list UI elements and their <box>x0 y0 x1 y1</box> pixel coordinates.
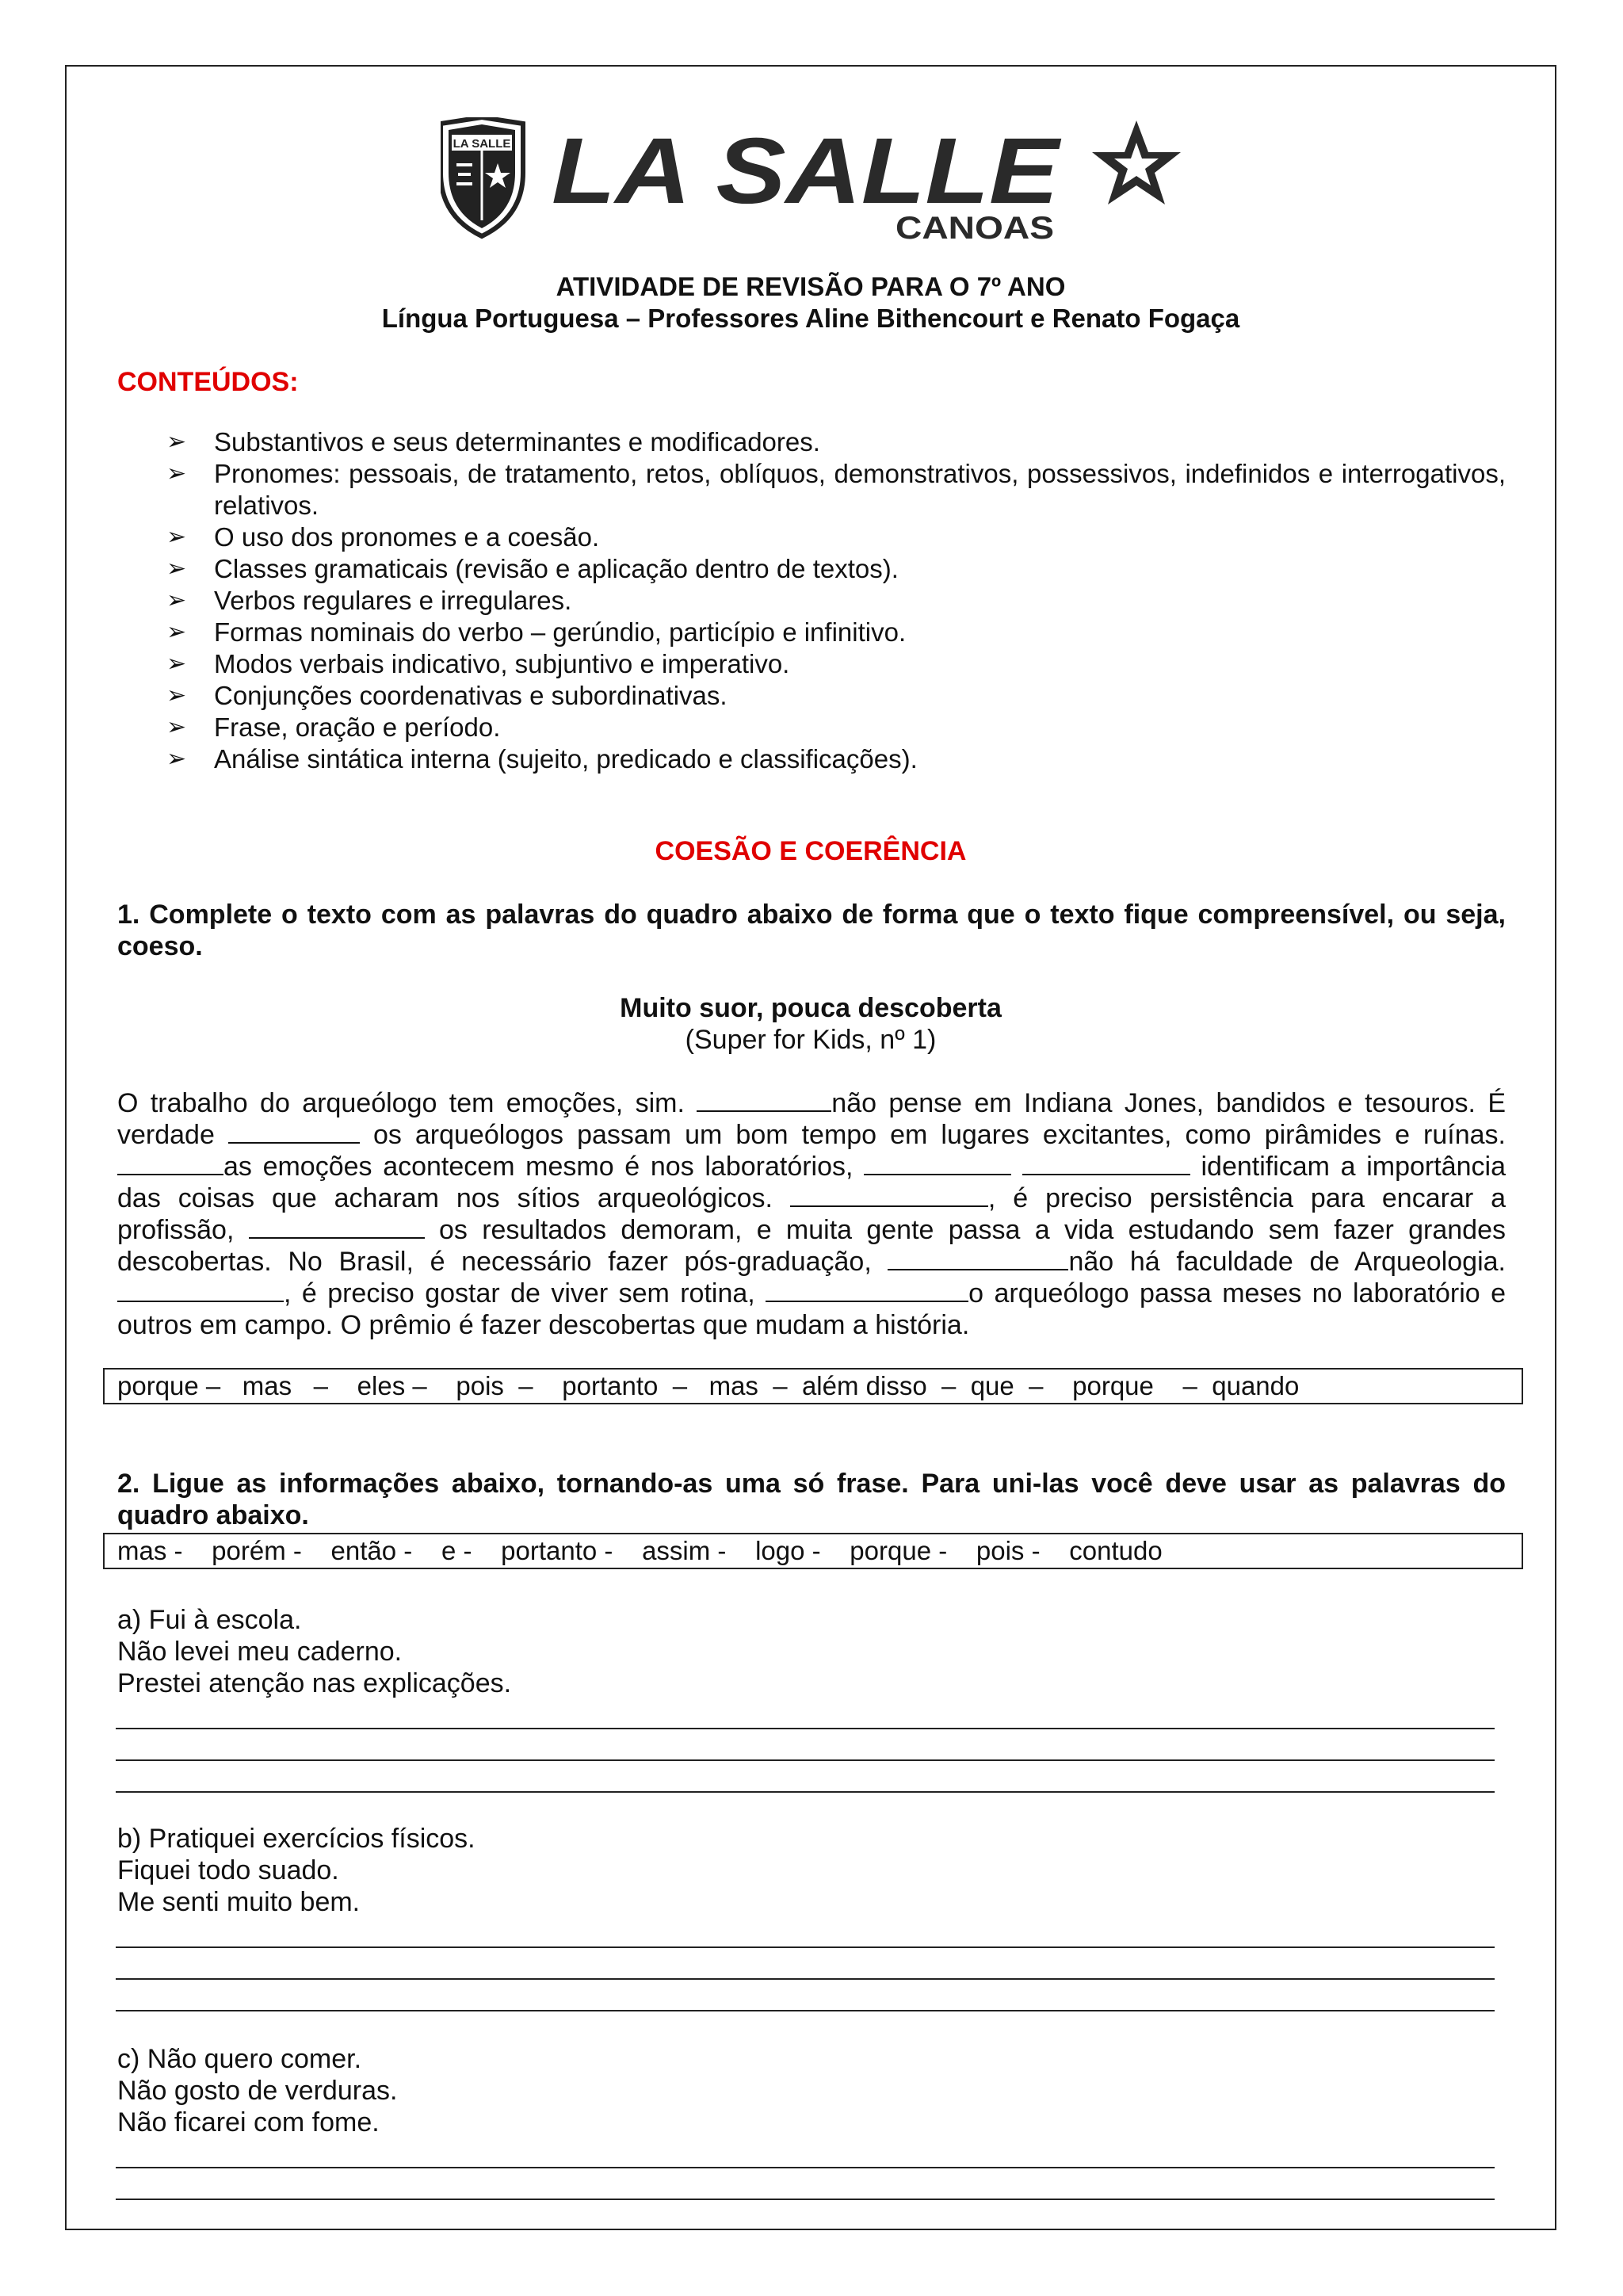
item-c: c) Não quero comer. Não gosto de verduras. Não ficarei com fome. <box>117 2044 398 2137</box>
contents-list <box>117 426 1506 775</box>
paragraph-line: das coisas que acharam nos sítios arqueológicos. , é preciso persistência para encarar a <box>117 1183 1506 1213</box>
question-2-prompt: 2. Ligue as informações abaixo, tornando-as uma só frase. Para uni-las você deve usar as palavras do quadro abaixo. <box>117 1469 1506 1530</box>
page-title: ATIVIDADE DE REVISÃO PARA O 7º ANO <box>556 272 1066 301</box>
arrow-bullet-icon: ➢ <box>166 746 187 772</box>
list-item: ➢ Verbos regulares e irregulares. <box>166 586 572 615</box>
paragraph-line: verdade os arqueólogos passam um bom tempo em lugares excitantes, como pirâmides e ruínas. <box>117 1120 1506 1150</box>
word-box: porque – mas – eles – pois – portanto – mas – além disso – que – porque – quando <box>103 1368 1523 1404</box>
blank-input[interactable] <box>864 1152 1011 1175</box>
text-title: Muito suor, pouca descoberta <box>620 993 1002 1023</box>
arrow-bullet-icon: ➢ <box>166 587 187 613</box>
answer-line[interactable] <box>116 1728 1495 1729</box>
star-icon <box>1092 120 1181 204</box>
blank-input[interactable] <box>697 1088 831 1112</box>
list-item: ➢ Conjunções coordenativas e subordinativas. <box>166 681 727 710</box>
list-item: ➢ O uso dos pronomes e a coesão. <box>166 522 600 552</box>
arrow-bullet-icon: ➢ <box>166 619 187 645</box>
answer-line[interactable] <box>116 1759 1495 1761</box>
list-item: ➢ Formas nominais do verbo – gerúndio, particípio e infinitivo. <box>166 617 907 647</box>
logo-wordmark: LA SALLE <box>552 119 1062 223</box>
contents-heading: CONTEÚDOS: <box>117 367 299 397</box>
section-title: COESÃO E COERÊNCIA <box>655 836 967 866</box>
arrow-bullet-icon: ➢ <box>166 429 187 455</box>
arrow-bullet-icon: ➢ <box>166 651 187 677</box>
list-item: ➢ Classes gramaticais (revisão e aplicação dentro de textos). <box>166 554 899 583</box>
la-salle-logo <box>441 117 1201 244</box>
answer-line[interactable] <box>116 1978 1495 1980</box>
arrow-bullet-icon: ➢ <box>166 556 187 582</box>
paragraph-line: , é preciso gostar de viver sem rotina, o arqueólogo passa meses no laboratório e <box>117 1278 1506 1309</box>
paragraph-line: profissão, os resultados demoram, e muita gente passa a vida estudando sem fazer grandes <box>117 1215 1506 1245</box>
item-a: a) Fui à escola. Não levei meu caderno. Prestei atenção nas explicações. <box>117 1605 512 1698</box>
list-item: ➢ Substantivos e seus determinantes e modificadores. <box>166 427 820 457</box>
text-source: (Super for Kids, nº 1) <box>685 1025 937 1055</box>
answer-line[interactable] <box>116 1946 1495 1948</box>
blank-input[interactable] <box>766 1278 968 1302</box>
word-box: mas - porém - então - e - portanto - assim - logo - porque - pois - contudo <box>103 1533 1523 1569</box>
arrow-bullet-icon: ➢ <box>166 682 187 709</box>
blank-input[interactable] <box>1022 1152 1190 1175</box>
arrow-bullet-icon: ➢ <box>166 460 187 487</box>
logo-subtitle: CANOAS <box>896 211 1054 244</box>
item-b: b) Pratiquei exercícios físicos. Fiquei todo suado. Me senti muito bem. <box>117 1824 475 1917</box>
page-subtitle: Língua Portuguesa – Professores Aline Bithencourt e Renato Fogaça <box>381 304 1240 333</box>
answer-line[interactable] <box>116 1791 1495 1793</box>
list-item: ➢ Frase, oração e período. <box>166 712 501 742</box>
blank-input[interactable] <box>117 1278 284 1302</box>
question-1-prompt: 1. Complete o texto com as palavras do quadro abaixo de forma que o texto fique compreensível, ou seja, coeso. <box>117 900 1506 961</box>
blank-input[interactable] <box>888 1247 1068 1270</box>
shield-icon <box>441 117 523 236</box>
answer-line[interactable] <box>116 2167 1495 2168</box>
blank-input[interactable] <box>249 1215 425 1239</box>
svg-text:LA SALLE: LA SALLE <box>453 137 511 151</box>
paragraph-line: O trabalho do arqueólogo tem emoções, sim. não pense em Indiana Jones, bandidos e tesouros. É <box>117 1088 1506 1118</box>
paragraph-line: outros em campo. O prêmio é fazer descobertas que mudam a história. <box>117 1310 970 1340</box>
blank-input[interactable] <box>117 1152 223 1175</box>
paragraph-line: descobertas. No Brasil, é necessário fazer pós-graduação, não há faculdade de Arqueologia. <box>117 1247 1506 1277</box>
list-item: ➢ Análise sintática interna (sujeito, predicado e classificações). <box>166 744 918 774</box>
arrow-bullet-icon: ➢ <box>166 524 187 550</box>
answer-line[interactable] <box>116 2199 1495 2200</box>
blank-input[interactable] <box>790 1183 988 1207</box>
paragraph-line: as emoções acontecem mesmo é nos laboratórios, identificam a importância <box>117 1151 1506 1182</box>
fill-in-paragraph <box>117 1087 1506 1341</box>
arrow-bullet-icon: ➢ <box>166 714 187 740</box>
blank-input[interactable] <box>228 1120 360 1144</box>
list-item: ➢ Pronomes: pessoais, de tratamento, retos, oblíquos, demonstrativos, possessivos, indefinidos e interrogativos, relativos. <box>166 459 1506 520</box>
list-item: ➢ Modos verbais indicativo, subjuntivo e imperativo. <box>166 649 790 678</box>
answer-line[interactable] <box>116 2010 1495 2011</box>
